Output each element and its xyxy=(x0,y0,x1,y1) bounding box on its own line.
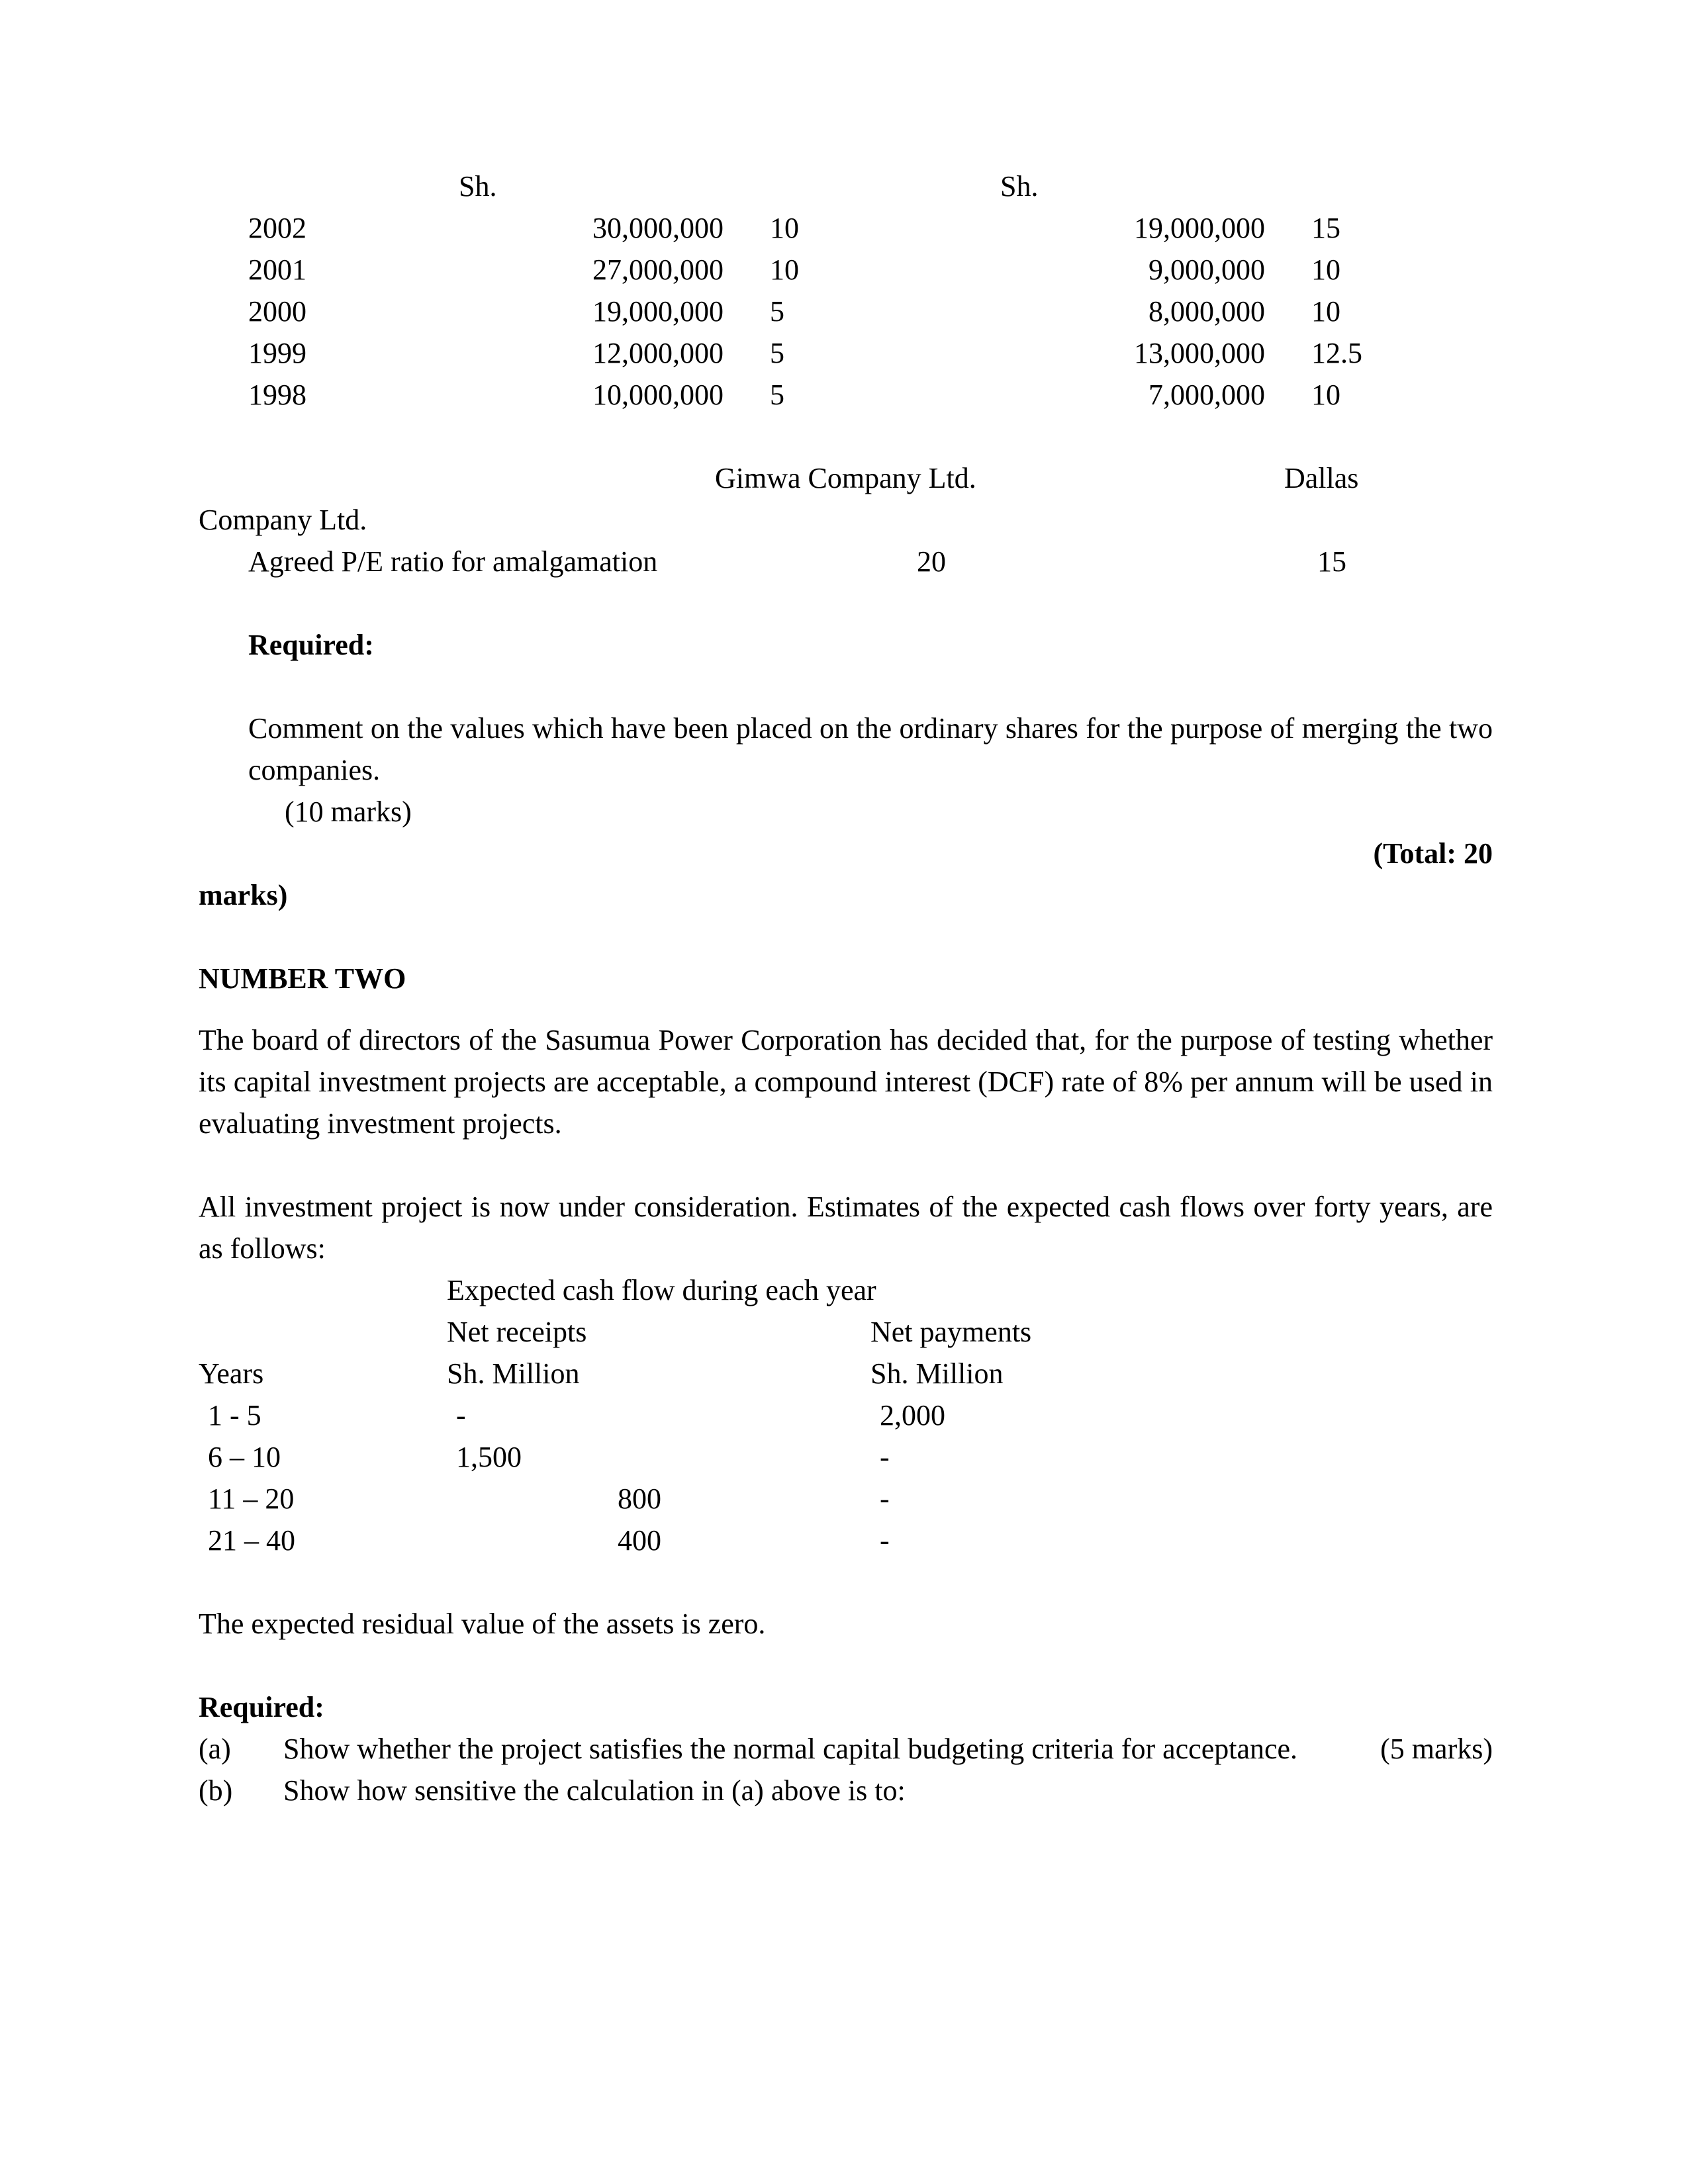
cell-pe-right: 12.5 xyxy=(1311,337,1362,369)
cell-pe-right: 10 xyxy=(1311,295,1340,328)
table-row xyxy=(199,1394,1201,1436)
spacer xyxy=(199,916,1493,958)
cell-net-receipts: - xyxy=(456,1399,466,1432)
document-content xyxy=(199,165,1493,1811)
cell-net-payments: - xyxy=(880,1441,890,1473)
total-marks-q1-line2: marks) xyxy=(199,879,288,911)
cell-amount-left: 27,000,000 xyxy=(592,253,724,286)
cell-amount-left: 12,000,000 xyxy=(592,337,724,369)
header-net-payments: Net payments xyxy=(870,1316,1032,1348)
header-unit-payments: Sh. Million xyxy=(870,1357,1004,1390)
header-net-receipts: Net receipts xyxy=(447,1316,587,1348)
table-row xyxy=(199,1478,1201,1520)
text-item-a: Show whether the project satisfies the normal capital budgeting criteria for acceptance. xyxy=(283,1733,1298,1765)
comment-instruction-q1: Comment on the values which have been placed on the ordinary shares for the purpose of merging the two companies. xyxy=(248,712,1493,786)
cell-net-receipts: 1,500 xyxy=(456,1441,522,1473)
cell-amount-left: 10,000,000 xyxy=(592,379,724,411)
marks-item-a: (5 marks) xyxy=(1380,1733,1493,1765)
cash-flow-table xyxy=(199,1394,1201,1561)
cell-pe-left: 5 xyxy=(770,295,784,328)
header-sh-right: Sh. xyxy=(1000,170,1039,203)
required-item-b xyxy=(199,1770,1493,1811)
question-two-paragraph-2: All investment project is now under consideration. Estimates of the expected cash flows over forty years, are as follows: xyxy=(199,1191,1493,1265)
cell-amount-right: 7,000,000 xyxy=(1149,379,1265,411)
required-heading-q1: Required: xyxy=(248,629,374,661)
cell-years: 6 – 10 xyxy=(208,1441,281,1473)
spacer xyxy=(199,416,1493,457)
cell-years: 11 – 20 xyxy=(208,1482,295,1515)
table-row xyxy=(199,1520,1201,1561)
cell-amount-right: 8,000,000 xyxy=(1149,295,1265,328)
spacer xyxy=(199,1561,1493,1603)
company-name-gimwa: Gimwa Company Ltd. xyxy=(715,462,976,494)
table-row xyxy=(248,374,1550,416)
cell-net-receipts: 400 xyxy=(618,1524,661,1557)
cell-amount-right: 9,000,000 xyxy=(1149,253,1265,286)
spacer xyxy=(199,582,1493,624)
marks-q1: (10 marks) xyxy=(285,796,412,828)
agreed-pe-ratio-row xyxy=(199,541,1493,582)
spacer xyxy=(199,1144,1493,1186)
cell-pe-right: 15 xyxy=(1311,212,1340,244)
cell-amount-left: 30,000,000 xyxy=(592,212,724,244)
cash-flow-column-headers xyxy=(199,1311,1493,1353)
header-years: Years xyxy=(199,1357,264,1390)
cell-net-payments: - xyxy=(880,1524,890,1557)
share-values-table xyxy=(248,165,1550,416)
total-marks-q1-line1: (Total: 20 xyxy=(1373,837,1493,870)
cell-pe-right: 10 xyxy=(1311,379,1340,411)
cell-net-payments: 2,000 xyxy=(880,1399,945,1432)
table-row xyxy=(199,1436,1201,1478)
agreed-pe-ratio-label: Agreed P/E ratio for amalgamation xyxy=(248,545,658,578)
header-unit-receipts: Sh. Million xyxy=(447,1357,580,1390)
required-item-a xyxy=(199,1728,1493,1770)
cell-pe-right: 10 xyxy=(1311,253,1340,286)
table-row xyxy=(248,207,1550,249)
table-header-row xyxy=(248,165,1550,207)
cell-pe-left: 5 xyxy=(770,379,784,411)
agreed-pe-ratio-dallas: 15 xyxy=(1317,545,1346,578)
company-name-dallas: Dallas xyxy=(1284,462,1359,494)
header-blank-pe-left xyxy=(724,165,988,207)
cell-year: 1998 xyxy=(248,379,306,411)
label-item-b: (b) xyxy=(199,1774,233,1807)
cell-amount-left: 19,000,000 xyxy=(592,295,724,328)
cash-flow-unit-headers xyxy=(199,1353,1493,1394)
cell-year: 2000 xyxy=(248,295,306,328)
cell-year: 1999 xyxy=(248,337,306,369)
text-item-b: Show how sensitive the calculation in (a) above is to: xyxy=(283,1774,906,1807)
cash-flow-table-title: Expected cash flow during each year xyxy=(447,1274,876,1306)
question-two-paragraph-1: The board of directors of the Sasumua Power Corporation has decided that, for the purpose of testing whether its capital investment projects are acceptable, a compound interest (DCF) rate of 8% per annum will be used in evaluating investment projects. xyxy=(199,1024,1493,1140)
question-two-heading: NUMBER TWO xyxy=(199,962,406,995)
header-blank-year xyxy=(248,165,447,207)
cell-net-payments: - xyxy=(880,1482,890,1515)
cell-pe-left: 10 xyxy=(770,253,799,286)
cell-net-receipts: 800 xyxy=(618,1482,661,1515)
cell-amount-right: 19,000,000 xyxy=(1134,212,1265,244)
cell-year: 2001 xyxy=(248,253,306,286)
company-name-dallas-wrap: Company Ltd. xyxy=(199,504,367,536)
cell-years: 1 - 5 xyxy=(208,1399,261,1432)
required-heading-q2: Required: xyxy=(199,1691,324,1723)
cell-years: 21 – 40 xyxy=(208,1524,295,1557)
label-item-a: (a) xyxy=(199,1733,231,1765)
spacer xyxy=(199,666,1493,707)
cell-year: 2002 xyxy=(248,212,306,244)
table-row xyxy=(248,332,1550,374)
agreed-pe-ratio-gimwa: 20 xyxy=(917,545,946,578)
header-blank-pe-right xyxy=(1265,165,1550,207)
table-row xyxy=(248,291,1550,332)
header-sh-left: Sh. xyxy=(459,170,497,203)
amalgamation-company-header xyxy=(199,457,1493,499)
cell-pe-left: 5 xyxy=(770,337,784,369)
cell-amount-right: 13,000,000 xyxy=(1134,337,1265,369)
spacer xyxy=(199,999,1493,1019)
residual-value-note: The expected residual value of the assets is zero. xyxy=(199,1608,766,1640)
spacer xyxy=(199,1645,1493,1686)
cell-pe-left: 10 xyxy=(770,212,799,244)
table-row xyxy=(248,249,1550,291)
